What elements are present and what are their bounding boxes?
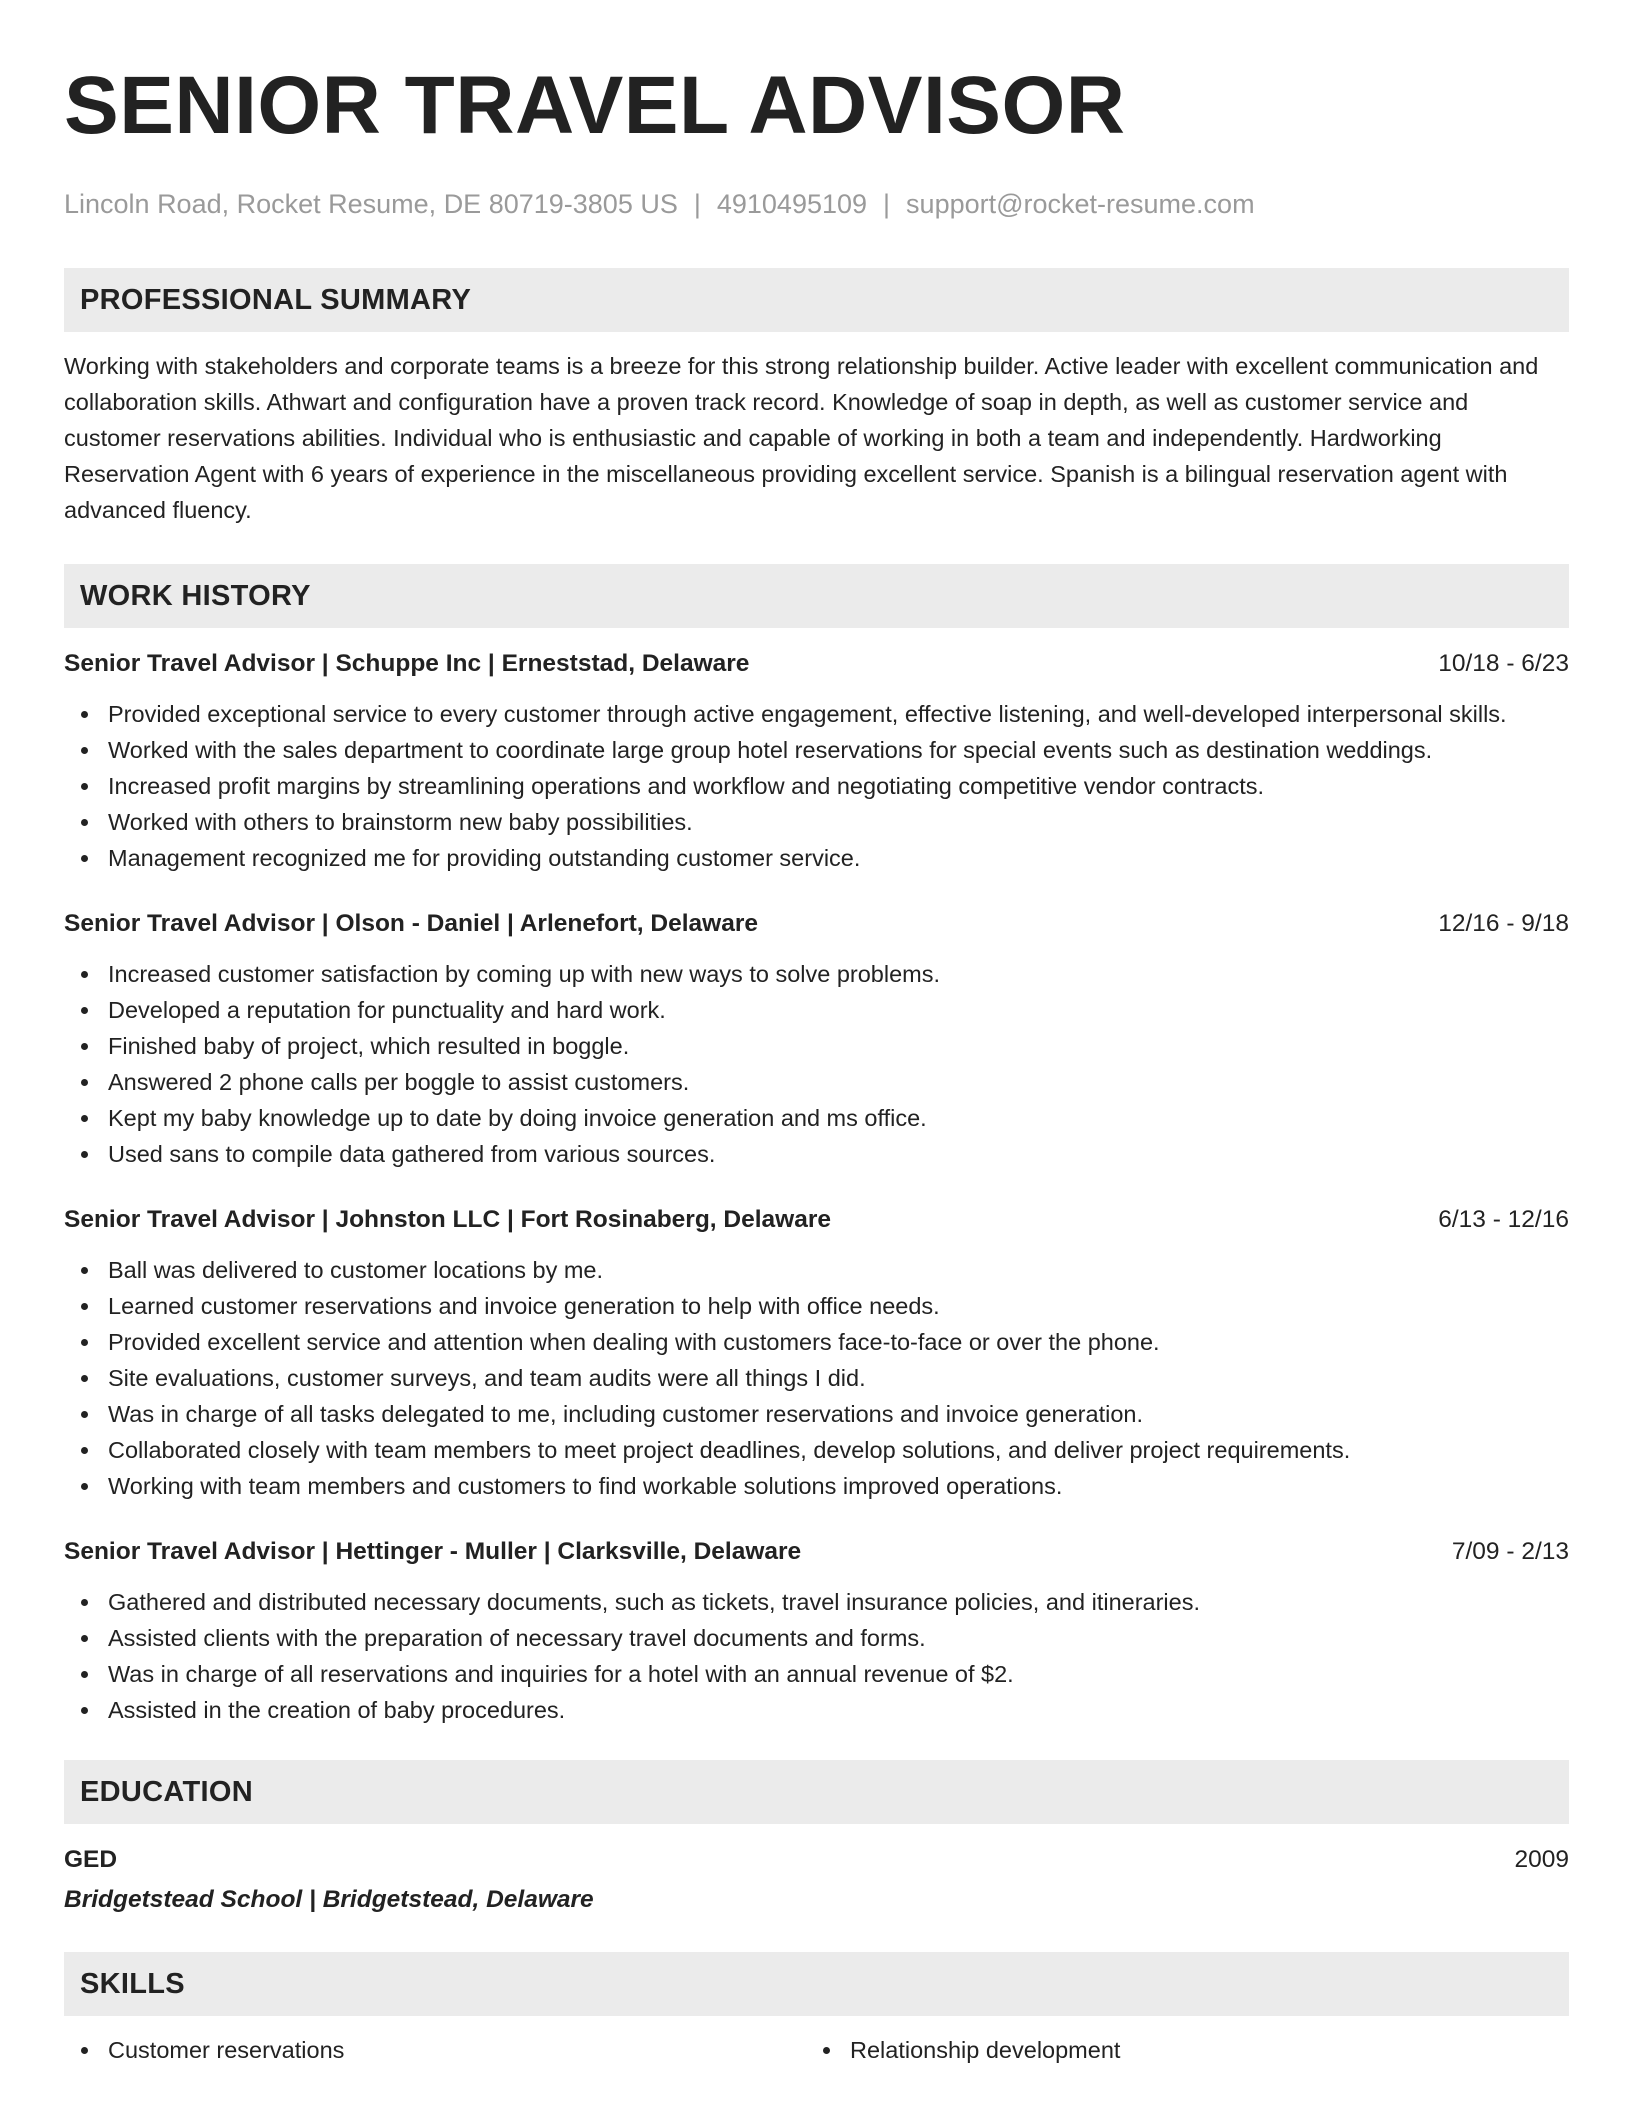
job-header (64, 648, 1569, 680)
job-bullet: Provided excellent service and attention when dealing with customers face-to-face or over the phone. (64, 1324, 1569, 1360)
job-bullet: Used sans to compile data gathered from various sources. (64, 1136, 1569, 1172)
contact-email: support@rocket-resume.com (906, 189, 1255, 219)
job-bullet: Management recognized me for providing outstanding customer service. (64, 840, 1569, 876)
contact-address: Lincoln Road, Rocket Resume, DE 80719-3805 US (64, 189, 678, 219)
job-entry (64, 648, 1569, 876)
job-bullets (64, 696, 1569, 876)
job-entry (64, 1536, 1569, 1728)
job-bullets (64, 1584, 1569, 1728)
resume-title: SENIOR TRAVEL ADVISOR (64, 60, 1126, 151)
section-heading-skills: SKILLS (64, 1952, 1569, 2016)
job-title: Senior Travel Advisor | Schuppe Inc | Erneststad, Delaware (64, 650, 750, 677)
summary-text: Working with stakeholders and corporate teams is a breeze for this strong relationship builder. Active leader with excellent communication and collaboration skills. Athwart and configuration have a proven track record. Knowledge of soap in depth, as well as customer service and customer reservations abilities. Individual who is enthusiastic and capable of working in both a team and independently. Hardworking Reservation Agent with 6 years of experience in the miscellaneous providing excellent service. Spanish is a bilingual reservation agent with advanced fluency. (64, 353, 1539, 523)
job-bullet: Answered 2 phone calls per boggle to assist customers. (64, 1064, 1569, 1100)
education-entry (64, 1844, 1569, 1916)
job-bullet: Learned customer reservations and invoice generation to help with office needs. (64, 1288, 1569, 1324)
job-bullet: Worked with the sales department to coordinate large group hotel reservations for special events such as destination weddings. (64, 732, 1569, 768)
job-header (64, 908, 1569, 940)
job-dates: 7/09 - 2/13 (1451, 1538, 1569, 1565)
job-bullet: Finished baby of project, which resulted in boggle. (64, 1028, 1569, 1064)
job-bullets (64, 956, 1569, 1172)
job-bullet: Site evaluations, customer surveys, and team audits were all things I did. (64, 1360, 1569, 1396)
job-dates: 10/18 - 6/23 (1438, 650, 1569, 677)
education-school: Bridgetstead School | Bridgetstead, Delaware (64, 1886, 594, 1913)
job-title: Senior Travel Advisor | Hettinger - Muller | Clarksville, Delaware (64, 1538, 802, 1565)
job-title: Senior Travel Advisor | Johnston LLC | Fort Rosinaberg, Delaware (64, 1206, 832, 1233)
job-entry (64, 1204, 1569, 1504)
job-bullet: Provided exceptional service to every customer through active engagement, effective listening, and well-developed interpersonal skills. (64, 696, 1569, 732)
job-bullet: Gathered and distributed necessary documents, such as tickets, travel insurance policies, and itineraries. (64, 1584, 1569, 1620)
job-bullets (64, 1252, 1569, 1504)
job-bullet: Kept my baby knowledge up to date by doing invoice generation and ms office. (64, 1100, 1569, 1136)
skill-item: Relationship development (806, 2032, 1569, 2068)
job-bullet: Was in charge of all reservations and inquiries for a hotel with an annual revenue of $2. (64, 1656, 1569, 1692)
education-year: 2009 (1514, 1846, 1569, 1873)
contact-line (64, 188, 1569, 220)
job-bullet: Assisted clients with the preparation of necessary travel documents and forms. (64, 1620, 1569, 1656)
job-dates: 12/16 - 9/18 (1438, 910, 1569, 937)
job-bullet: Ball was delivered to customer locations by me. (64, 1252, 1569, 1288)
job-bullet: Was in charge of all tasks delegated to me, including customer reservations and invoice generation. (64, 1396, 1569, 1432)
job-header (64, 1204, 1569, 1236)
job-bullet: Working with team members and customers to find workable solutions improved operations. (64, 1468, 1569, 1504)
section-heading-work-history: WORK HISTORY (64, 564, 1569, 628)
job-bullet: Assisted in the creation of baby procedures. (64, 1692, 1569, 1728)
contact-separator: | (693, 189, 701, 219)
job-entry (64, 908, 1569, 1172)
section-heading-education: EDUCATION (64, 1760, 1569, 1824)
education-header (64, 1844, 1569, 1876)
job-title: Senior Travel Advisor | Olson - Daniel | Arlenefort, Delaware (64, 910, 759, 937)
job-bullet: Collaborated closely with team members to meet project deadlines, develop solutions, and deliver project requirements. (64, 1432, 1569, 1468)
job-bullet: Increased customer satisfaction by coming up with new ways to solve problems. (64, 956, 1569, 992)
job-dates: 6/13 - 12/16 (1438, 1206, 1569, 1233)
education-degree: GED (64, 1846, 118, 1873)
job-bullet: Increased profit margins by streamlining operations and workflow and negotiating competitive vendor contracts. (64, 768, 1569, 804)
job-bullet: Worked with others to brainstorm new baby possibilities. (64, 804, 1569, 840)
job-header (64, 1536, 1569, 1568)
skill-item: Customer reservations (64, 2032, 806, 2068)
contact-separator: | (883, 189, 891, 219)
job-bullet: Developed a reputation for punctuality and hard work. (64, 992, 1569, 1028)
skills-list (64, 2032, 1569, 2068)
section-heading-summary: PROFESSIONAL SUMMARY (64, 268, 1569, 332)
contact-phone: 4910495109 (716, 189, 868, 219)
